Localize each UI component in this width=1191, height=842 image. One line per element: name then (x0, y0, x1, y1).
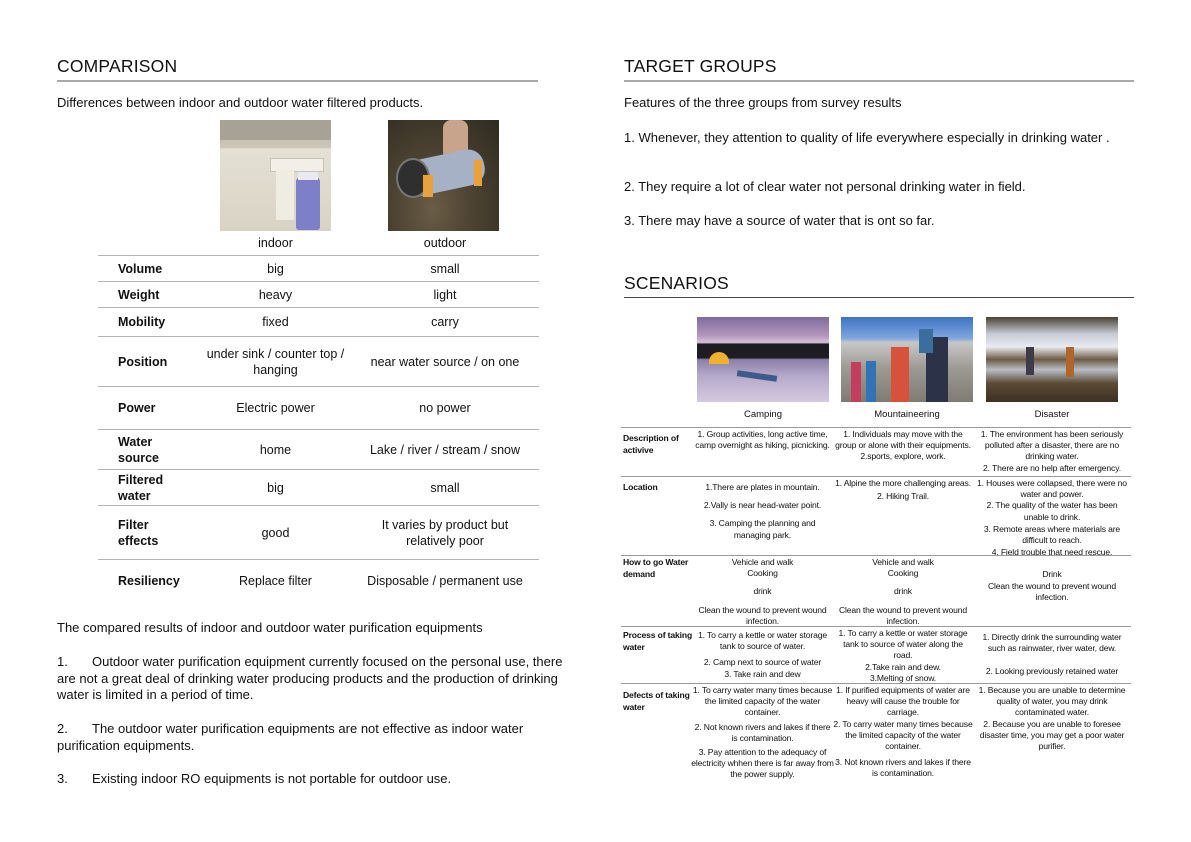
cell-line: 1. The environment has been seriously polluted after a disaster, there are no drinking water. (980, 429, 1124, 462)
mountaineering-cell (833, 628, 973, 684)
table-row (621, 427, 1131, 476)
row-label: Power (118, 401, 156, 415)
disaster-cell (973, 429, 1131, 474)
indoor-value: home (259, 442, 292, 457)
row-label: How to go Water demand (623, 557, 689, 579)
cell-line: 1. Houses were collapsed, there were no water and power. (977, 478, 1127, 500)
comparison-title: COMPARISON (57, 56, 178, 76)
target-group-item: 2. They require a lot of clear water not personal drinking water in field. (624, 179, 1026, 194)
cell-line: 3. Camping the planning and managing park. (709, 518, 816, 540)
result-item (57, 771, 567, 788)
row-label: Defects of taking water (623, 690, 690, 712)
indoor-value: good (261, 525, 290, 540)
cell-line: 2. Looking previously retained water (985, 666, 1119, 677)
row-label: Filtered water (118, 472, 164, 503)
cell-line: 2.Take rain and dew. (865, 661, 941, 672)
table-row (98, 307, 539, 336)
table-row (98, 336, 539, 386)
outdoor-value: Lake / river / stream / snow (369, 442, 521, 457)
cell-line: 3. Remote areas where materials are difficult to reach. (983, 523, 1121, 546)
indoor-value: big (267, 261, 284, 276)
cell-line: Vehicle and walk (731, 557, 794, 567)
cell-line: 2.sports, explore, work. (860, 451, 946, 462)
disaster-cell (973, 685, 1131, 752)
scenario-caption-disaster: Disaster (1034, 409, 1070, 420)
table-row (98, 505, 539, 559)
column-header-outdoor: outdoor (423, 236, 467, 250)
table-row (621, 626, 1131, 683)
mountaineering-photo (841, 317, 973, 402)
row-label: Filter effects (118, 517, 159, 548)
result-number: 2. (57, 721, 68, 736)
outdoor-value: carry (431, 315, 459, 329)
cell-line: 3. Take rain and dew (724, 668, 801, 679)
row-label: Process of taking water (623, 630, 693, 652)
indoor-value: heavy (258, 287, 293, 302)
indoor-value: under sink / counter top / hanging (206, 346, 345, 377)
cell-line: drink (753, 586, 772, 597)
disaster-cell (973, 478, 1131, 558)
outdoor-value: small (430, 261, 460, 276)
outdoor-value: small (430, 480, 460, 495)
cell-line: 1. Alpine the more challenging areas. (835, 478, 971, 488)
cell-line: 1. To carry a kettle or water storage tank to source of water. (698, 630, 827, 652)
mountaineering-cell (833, 685, 973, 780)
indoor-value: big (267, 480, 284, 495)
table-row (98, 429, 539, 469)
cell-line: 2. Hiking Trail. (876, 491, 930, 502)
cell-line: 1. To carry a kettle or water storage tank to source of water along the road. (838, 628, 968, 661)
scenarios-title: SCENARIOS (624, 273, 729, 293)
outdoor-filter-photo (388, 120, 499, 231)
table-row (621, 476, 1131, 558)
camping-cell (691, 685, 834, 781)
outdoor-value: near water source / on one (370, 354, 520, 369)
cell-line: drink (894, 586, 912, 597)
result-text: Outdoor water purification equipment currently focused on the personal use, there are not a great deal of drinking water producing products and the production of drinking water is limited in a period of time. (57, 654, 563, 702)
target-group-item: 1. Whenever, they attention to quality of life everywhere especially in drinking water . (624, 130, 1110, 145)
cell-line: 2. Because you are unable to foresee disaster time, you may get a poor water purifier. (979, 718, 1125, 752)
cell-line: Cooking (747, 568, 778, 579)
cell-line: Cooking (887, 568, 919, 579)
row-label: Location (623, 482, 658, 492)
row-label: Water source (118, 434, 159, 465)
outdoor-value: Disposable / permanent use (367, 573, 523, 588)
camping-photo (697, 317, 829, 402)
scenarios-title-rule (624, 297, 1134, 298)
scenario-caption-camping: Camping (743, 409, 783, 420)
mountaineering-cell (833, 478, 973, 506)
table-row (98, 281, 539, 307)
row-label: Volume (118, 261, 163, 276)
table-row (621, 683, 1131, 788)
result-number: 3. (57, 771, 68, 786)
table-row (98, 386, 539, 429)
indoor-filter-photo (220, 120, 331, 231)
table-row (98, 255, 539, 281)
indoor-value: Electric power (236, 401, 315, 415)
cell-line: Clean the wound to prevent wound infection. (698, 604, 827, 626)
row-label: Mobility (118, 315, 166, 329)
disaster-cell (973, 632, 1131, 678)
result-text: The outdoor water purification equipments are not effective as indoor water purification equipments. (57, 721, 524, 753)
cell-line: Drink (1042, 569, 1062, 579)
cell-line: 2.Vally is near head-water point. (703, 500, 822, 511)
cell-line: 2. The quality of the water has been unable to drink. (986, 500, 1118, 522)
table-row (98, 559, 539, 601)
cell-line: 1. Group activities, long active time, camp overnight as hiking, picnicking. (695, 429, 830, 451)
table-row (621, 555, 1131, 626)
target-groups-intro: Features of the three groups from survey results (624, 95, 902, 110)
result-item (57, 654, 567, 704)
camping-cell (691, 482, 834, 545)
cell-line: 1.There are plates in mountain. (705, 482, 820, 492)
cell-line: 2. Camp next to source of water (703, 657, 822, 668)
result-text: Existing indoor RO equipments is not portable for outdoor use. (92, 771, 452, 786)
cell-line: Clean the wound to prevent wound infection. (838, 604, 968, 626)
result-item (57, 721, 567, 754)
cell-line: 3. Not known rivers and lakes if there is contamination. (835, 757, 971, 779)
indoor-value: fixed (262, 315, 289, 329)
target-groups-title: TARGET GROUPS (624, 56, 777, 76)
cell-line: 1. To carry water many times because the limited capacity of the water container. (692, 685, 833, 718)
disaster-cell (973, 569, 1131, 604)
result-number: 1. (57, 654, 68, 669)
target-groups-title-rule (624, 80, 1134, 82)
outdoor-value: It varies by product but relatively poor (381, 517, 509, 548)
cell-line: 3.Melting of snow. (869, 672, 937, 683)
camping-cell (691, 429, 834, 455)
mountaineering-cell (833, 557, 973, 627)
cell-line: 3. Pay attention to the adequacy of electricity whhen there is far away from the power supply. (691, 747, 834, 780)
row-label: Weight (118, 287, 160, 302)
cell-line: 1. Because you are unable to determine quality of water, you may drink contaminated water. (978, 685, 1126, 718)
indoor-value: Replace filter (239, 573, 312, 588)
cell-line: 2. There are no help after emergency. (983, 462, 1121, 473)
results-heading: The compared results of indoor and outdoor water purification equipments (57, 620, 483, 635)
comparison-subtitle: Differences between indoor and outdoor water filtered products. (57, 95, 424, 110)
cell-line: 4. Field trouble that need rescue. (991, 547, 1113, 558)
cell-line: 1. If purified equipments of water are heavy will cause the trouble for carriage. (836, 685, 970, 718)
column-header-indoor: indoor (258, 236, 293, 250)
camping-cell (691, 630, 834, 680)
row-label: Resiliency (118, 573, 180, 588)
cell-line: 2. Not known rivers and lakes if there is contamination. (694, 721, 831, 743)
scenario-caption-mountaineering: Mountaineering (874, 409, 940, 420)
cell-line: 1. Directly drink the surrounding water such as rainwater, river water, dew. (982, 632, 1122, 654)
camping-cell (691, 557, 834, 627)
table-row (98, 469, 539, 505)
cell-line: 2. To carry water many times because the limited capacity of the water container. (833, 718, 973, 752)
outdoor-value: no power (419, 401, 471, 415)
cell-line: Clean the wound to prevent wound infection. (987, 581, 1117, 603)
target-group-item: 3. There may have a source of water that is ont so far. (624, 213, 935, 228)
outdoor-value: light (433, 287, 457, 302)
cell-line: 1. Individuals may move with the group or alone with their equipments. (835, 429, 971, 451)
row-label: Description of activive (623, 433, 679, 455)
comparison-title-rule (57, 80, 538, 82)
row-label: Position (118, 354, 168, 369)
cell-line: Vehicle and walk (872, 557, 934, 567)
disaster-photo (986, 317, 1118, 402)
mountaineering-cell (833, 429, 973, 463)
